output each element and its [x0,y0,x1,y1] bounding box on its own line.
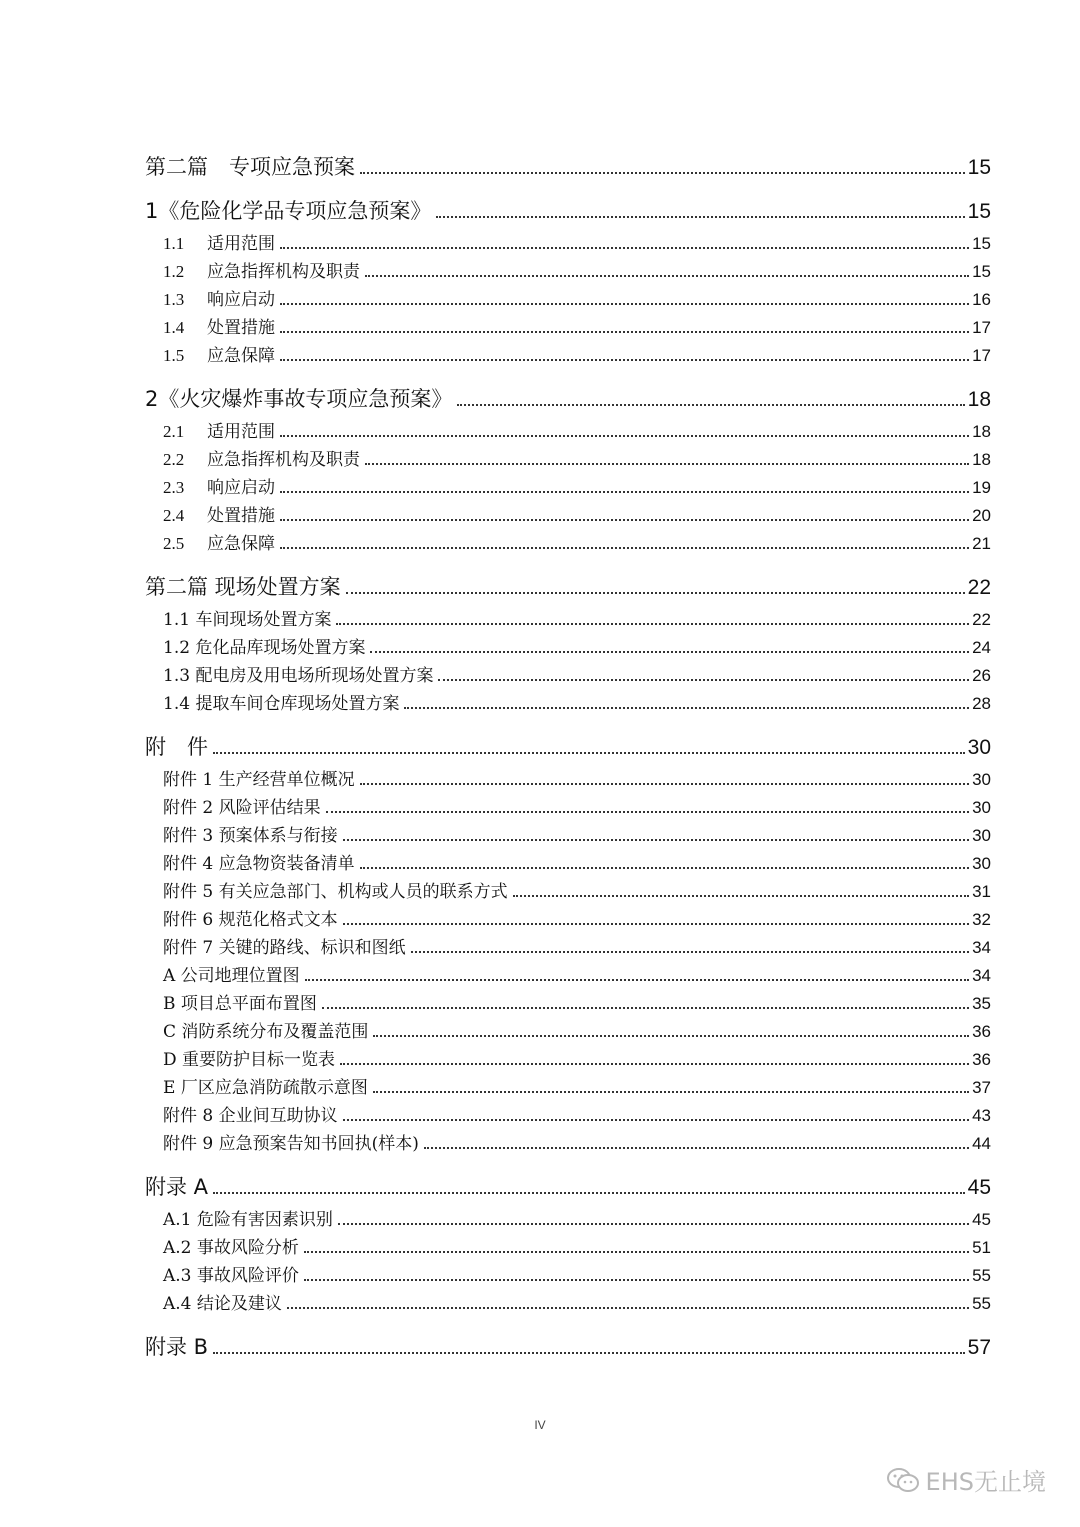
toc-subsection-entry[interactable] [145,1234,991,1262]
wechat-icon [886,1467,920,1493]
toc-page-number: 18 [967,388,991,411]
toc-entry-number: 1.1 [163,234,185,253]
toc-leader-dots [424,1133,969,1149]
toc-leader-dots [338,1209,969,1225]
toc-page-number: 19 [972,478,991,497]
toc-page-number: 43 [972,1106,991,1125]
toc-leader-dots [343,825,969,841]
toc-entry-number: 2.1 [163,422,185,441]
toc-entry-title [163,446,362,474]
toc-page-number: 51 [972,1238,991,1257]
toc-page-number: 34 [972,966,991,985]
toc-leader-dots [360,155,965,174]
toc-page-number: 15 [967,156,991,179]
toc-leader-dots [436,199,964,218]
toc-entry-title [163,286,277,314]
toc-page-number: 30 [972,798,991,817]
toc-leader-dots [280,317,969,333]
page-number: IV [534,1418,546,1432]
toc-leader-dots [336,609,969,625]
toc-entry-text: 应急保障 [207,346,275,366]
toc-entry-title: 附 件 [145,735,208,759]
toc-entry-text: 响应启动 [207,478,275,498]
toc-subsection-entry[interactable] [145,258,991,286]
toc-leader-dots [280,477,969,493]
toc-leader-dots [365,449,969,465]
toc-entry-text: 应急保障 [207,534,275,554]
toc-leader-dots [280,233,969,249]
toc-page-number: 36 [972,1050,991,1069]
toc-subsection-entry[interactable] [145,446,991,474]
toc-subsection-entry[interactable] [145,1074,991,1102]
toc-entry-text: 应急指挥机构及职责 [207,262,360,282]
toc-entry-title: A.1 危险有害因素识别 [163,1210,333,1230]
toc-page-number: 37 [972,1078,991,1097]
toc-page-number: 22 [967,576,991,599]
toc-entry-title: 1.3 配电房及用电场所现场处置方案 [163,666,434,686]
toc-page-number: 15 [972,234,991,253]
toc-page-number: 18 [972,422,991,441]
toc-entry-text: 适用范围 [207,234,275,254]
toc-entry-title [163,502,277,530]
toc-leader-dots [343,909,969,925]
toc-leader-dots [304,1237,969,1253]
toc-page-number: 45 [967,1176,991,1199]
toc-entry-number: 1.2 [163,262,185,281]
toc-section-entry[interactable] [145,380,991,418]
toc-entry-title: E 厂区应急消防疏散示意图 [163,1078,368,1098]
toc-entry-title: 附录 A [145,1175,209,1199]
toc-leader-dots [513,881,969,897]
toc-page-number: 30 [972,826,991,845]
toc-page-number: 15 [972,262,991,281]
toc-section-entry[interactable] [145,1328,991,1366]
toc-entry-title: 1.4 提取车间仓库现场处置方案 [163,694,400,714]
toc-leader-dots [343,1105,969,1121]
table-of-contents [145,142,991,1366]
toc-leader-dots [360,769,969,785]
toc-leader-dots [213,1175,965,1194]
toc-entry-title [163,342,277,370]
toc-page-number: 26 [972,666,991,685]
toc-subsection-entry[interactable] [145,1206,991,1234]
toc-subsection-entry[interactable] [145,662,991,690]
toc-entry-text: 处置措施 [207,318,275,338]
toc-leader-dots [280,533,969,549]
toc-subsection-entry[interactable] [145,502,991,530]
toc-page-number: 32 [972,910,991,929]
toc-subsection-entry[interactable] [145,690,991,718]
toc-leader-dots [411,937,969,953]
toc-page-number: 55 [972,1266,991,1285]
toc-leader-dots [280,421,969,437]
toc-entry-number: 1.4 [163,318,185,337]
toc-leader-dots [287,1293,969,1309]
toc-subsection-entry[interactable] [145,286,991,314]
toc-page-number: 20 [972,506,991,525]
toc-leader-dots [322,993,969,1009]
toc-entry-text: 处置措施 [207,506,275,526]
toc-page-number: 35 [972,994,991,1013]
toc-subsection-entry[interactable] [145,230,991,258]
toc-page-number: 30 [967,736,991,759]
toc-entry-title: 附件 9 应急预案告知书回执(样本) [163,1134,419,1154]
toc-leader-dots [346,575,965,594]
toc-page-number: 30 [972,770,991,789]
toc-subsection-entry[interactable] [145,418,991,446]
toc-subsection-entry[interactable] [145,1046,991,1074]
toc-section-entry[interactable] [145,1168,991,1206]
toc-entry-title: 附件 7 关键的路线、标识和图纸 [163,938,406,958]
toc-leader-dots [280,345,969,361]
toc-subsection-entry[interactable] [145,934,991,962]
toc-subsection-entry[interactable] [145,906,991,934]
toc-leader-dots [373,1021,969,1037]
toc-page-number: 15 [967,200,991,223]
toc-subsection-entry[interactable] [145,822,991,850]
toc-page-number: 57 [967,1336,991,1359]
toc-entry-title [163,474,277,502]
toc-subsection-entry[interactable] [145,342,991,370]
toc-entry-title: A.2 事故风险分析 [163,1238,299,1258]
toc-entry-title: 1《危险化学品专项应急预案》 [145,199,432,223]
toc-entry-title: 附件 6 规范化格式文本 [163,910,338,930]
toc-subsection-entry[interactable] [145,474,991,502]
toc-entry-title [163,314,277,342]
toc-subsection-entry[interactable] [145,530,991,558]
toc-subsection-entry[interactable] [145,1018,991,1046]
toc-section-entry[interactable] [145,192,991,230]
toc-leader-dots [280,505,969,521]
toc-page-number: 31 [972,882,991,901]
toc-subsection-entry[interactable] [145,962,991,990]
toc-entry-title: 1.2 危化品库现场处置方案 [163,638,366,658]
toc-leader-dots [360,853,969,869]
toc-entry-title: 附件 4 应急物资装备清单 [163,854,355,874]
toc-entry-text: 响应启动 [207,290,275,310]
toc-leader-dots [326,797,969,813]
toc-page-number: 18 [972,450,991,469]
toc-subsection-entry[interactable] [145,634,991,662]
toc-section-entry[interactable] [145,728,991,766]
toc-leader-dots [213,735,965,754]
toc-leader-dots [438,665,969,681]
toc-page-number: 17 [972,318,991,337]
toc-subsection-entry[interactable] [145,766,991,794]
toc-entry-title: D 重要防护目标一览表 [163,1050,336,1070]
toc-page-number: 16 [972,290,991,309]
toc-leader-dots [304,1265,969,1281]
toc-entry-title: 附件 8 企业间互助协议 [163,1106,338,1126]
toc-entry-title [163,230,277,258]
toc-entry-title: 附录 B [145,1335,209,1359]
watermark-text: EHS无止境 [925,1468,1046,1496]
toc-page-number: 45 [972,1210,991,1229]
toc-leader-dots [365,261,969,277]
toc-entry-title: 1.1 车间现场处置方案 [163,610,332,630]
toc-leader-dots [340,1049,969,1065]
toc-subsection-entry[interactable] [145,850,991,878]
toc-entry-title: A 公司地理位置图 [163,966,300,986]
toc-entry-text: 适用范围 [207,422,275,442]
toc-subsection-entry[interactable] [145,314,991,342]
toc-entry-title: 第二篇 专项应急预案 [145,155,355,179]
toc-subsection-entry[interactable] [145,1262,991,1290]
toc-entry-title: 2《火灾爆炸事故专项应急预案》 [145,387,453,411]
toc-entry-number: 2.2 [163,450,185,469]
toc-leader-dots [213,1335,965,1354]
toc-entry-number: 2.4 [163,506,185,525]
toc-entry-text: 应急指挥机构及职责 [207,450,360,470]
toc-entry-title: 附件 1 生产经营单位概况 [163,770,355,790]
toc-page-number: 28 [972,694,991,713]
toc-page-number: 30 [972,854,991,873]
toc-entry-number: 1.3 [163,290,185,309]
toc-subsection-entry[interactable] [145,1290,991,1318]
toc-leader-dots [280,289,969,305]
toc-page-number: 36 [972,1022,991,1041]
toc-page-number: 17 [972,346,991,365]
watermark [886,1462,1046,1497]
toc-subsection-entry[interactable] [145,1102,991,1130]
toc-subsection-entry[interactable] [145,794,991,822]
toc-entry-title: 第二篇 现场处置方案 [145,575,341,599]
toc-subsection-entry[interactable] [145,990,991,1018]
toc-page-number: 55 [972,1294,991,1313]
toc-page-number: 24 [972,638,991,657]
toc-entry-title: B 项目总平面布置图 [163,994,317,1014]
toc-entry-title: A.4 结论及建议 [163,1294,282,1314]
toc-entry-title: A.3 事故风险评价 [163,1266,299,1286]
toc-subsection-entry[interactable] [145,878,991,906]
toc-leader-dots [457,387,964,406]
toc-entry-number: 2.3 [163,478,185,497]
toc-entry-number: 1.5 [163,346,185,365]
toc-section-entry[interactable] [145,568,991,606]
toc-leader-dots [404,693,969,709]
toc-leader-dots [305,965,969,981]
toc-entry-title: C 消防系统分布及覆盖范围 [163,1022,369,1042]
toc-leader-dots [370,637,969,653]
toc-page-number: 44 [972,1134,991,1153]
toc-entry-title: 附件 3 预案体系与衔接 [163,826,338,846]
toc-entry-title [163,418,277,446]
toc-entry-title: 附件 5 有关应急部门、机构或人员的联系方式 [163,882,508,902]
toc-entry-title [163,530,277,558]
toc-section-entry[interactable] [145,148,991,186]
toc-page-number: 22 [972,610,991,629]
toc-leader-dots [373,1077,969,1093]
toc-entry-title [163,258,362,286]
toc-subsection-entry[interactable] [145,606,991,634]
toc-page-number: 34 [972,938,991,957]
toc-entry-title: 附件 2 风险评估结果 [163,798,321,818]
toc-subsection-entry[interactable] [145,1130,991,1158]
toc-page-number: 21 [972,534,991,553]
toc-entry-number: 2.5 [163,534,185,553]
